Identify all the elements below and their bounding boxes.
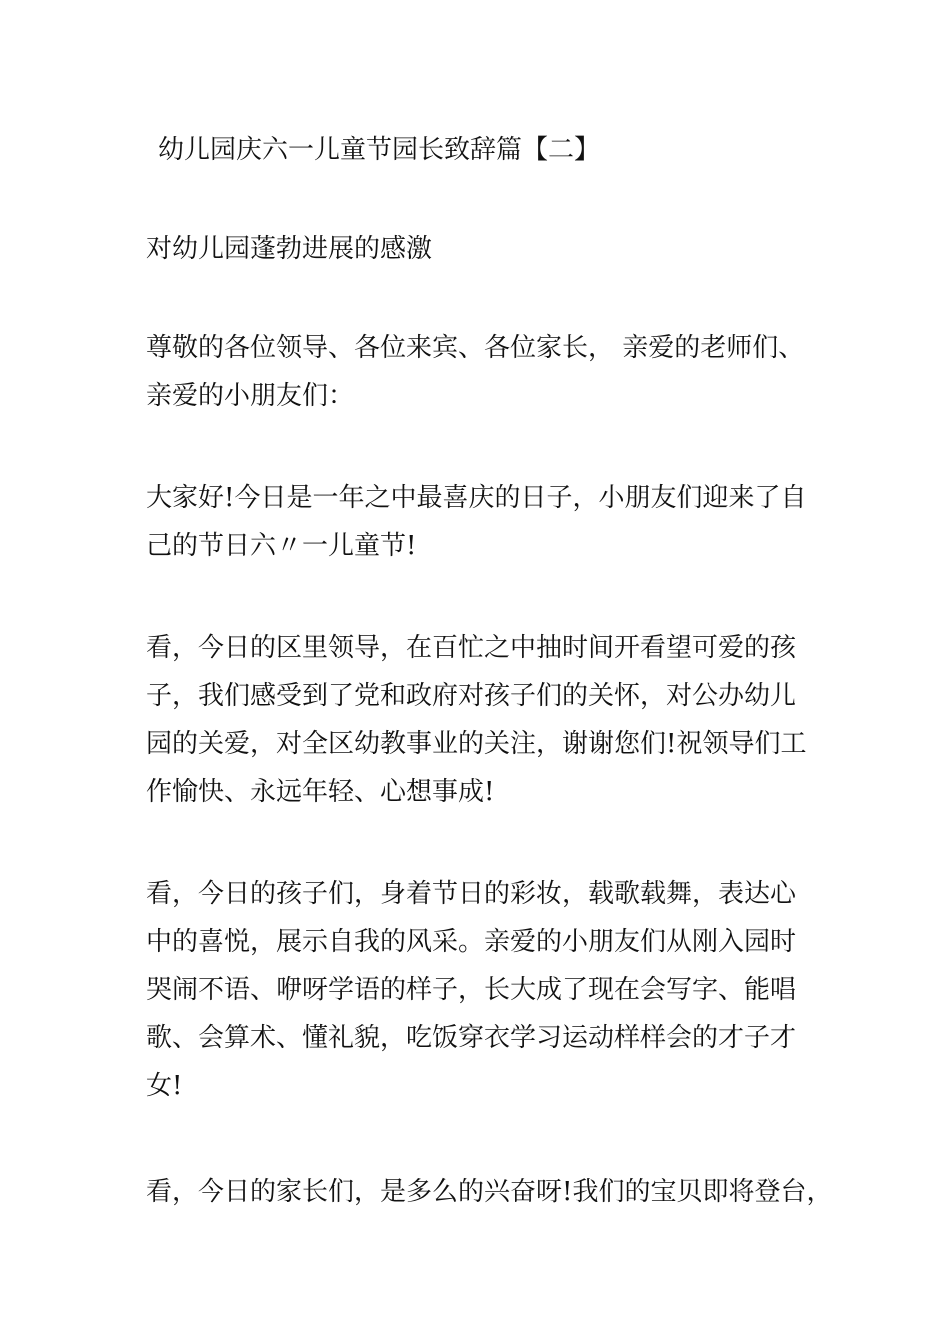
- paragraph-line: 女!: [146, 1071, 183, 1101]
- paragraph-greeting: [146, 324, 836, 420]
- paragraph-line: 己的节日六〃一儿童节!: [146, 531, 417, 561]
- document-title: 幼儿园庆六一儿童节园长致辞篇【二】: [158, 135, 601, 165]
- paragraph-line: 哭闹不语、咿呀学语的样子，长大成了现在会写字、能唱: [146, 975, 797, 1005]
- paragraph-line: 园的关爱，对全区幼教事业的关注，谢谢您们!祝领导们工: [146, 729, 807, 759]
- paragraph-line: 看，今日的区里领导，在百忙之中抽时间开看望可爱的孩: [146, 633, 797, 663]
- paragraph-line: 看，今日的孩子们，身着节日的彩妆，载歌载舞，表达心: [146, 879, 797, 909]
- paragraph-opening: [146, 474, 836, 570]
- paragraph-parents: [146, 1168, 836, 1216]
- paragraph-leaders: [146, 624, 836, 816]
- paragraph-line: 尊敬的各位领导、各位来宾、各位家长， 亲爱的老师们、: [146, 333, 805, 363]
- paragraph-line: 歌、会算术、懂礼貌，吃饭穿衣学习运动样样会的才子才: [146, 1023, 797, 1053]
- paragraph-line: 大家好!今日是一年之中最喜庆的日子，小朋友们迎来了自: [146, 483, 807, 513]
- paragraph-line: 中的喜悦，展示自我的风采。亲爱的小朋友们从刚入园时: [146, 927, 797, 957]
- paragraph-line: 看，今日的家长们，是多么的兴奋呀!我们的宝贝即将登台，: [146, 1177, 833, 1207]
- paragraph-line: 作愉快、永远年轻、心想事成!: [146, 777, 495, 807]
- paragraph-children: [146, 870, 836, 1110]
- paragraph-line: 亲爱的小朋友们：: [146, 381, 355, 411]
- paragraph-subtitle: [146, 225, 836, 273]
- paragraph-line: 子，我们感受到了党和政府对孩子们的关怀，对公办幼儿: [146, 681, 797, 711]
- paragraph-line: 对幼儿园蓬勃进展的感激: [146, 234, 433, 264]
